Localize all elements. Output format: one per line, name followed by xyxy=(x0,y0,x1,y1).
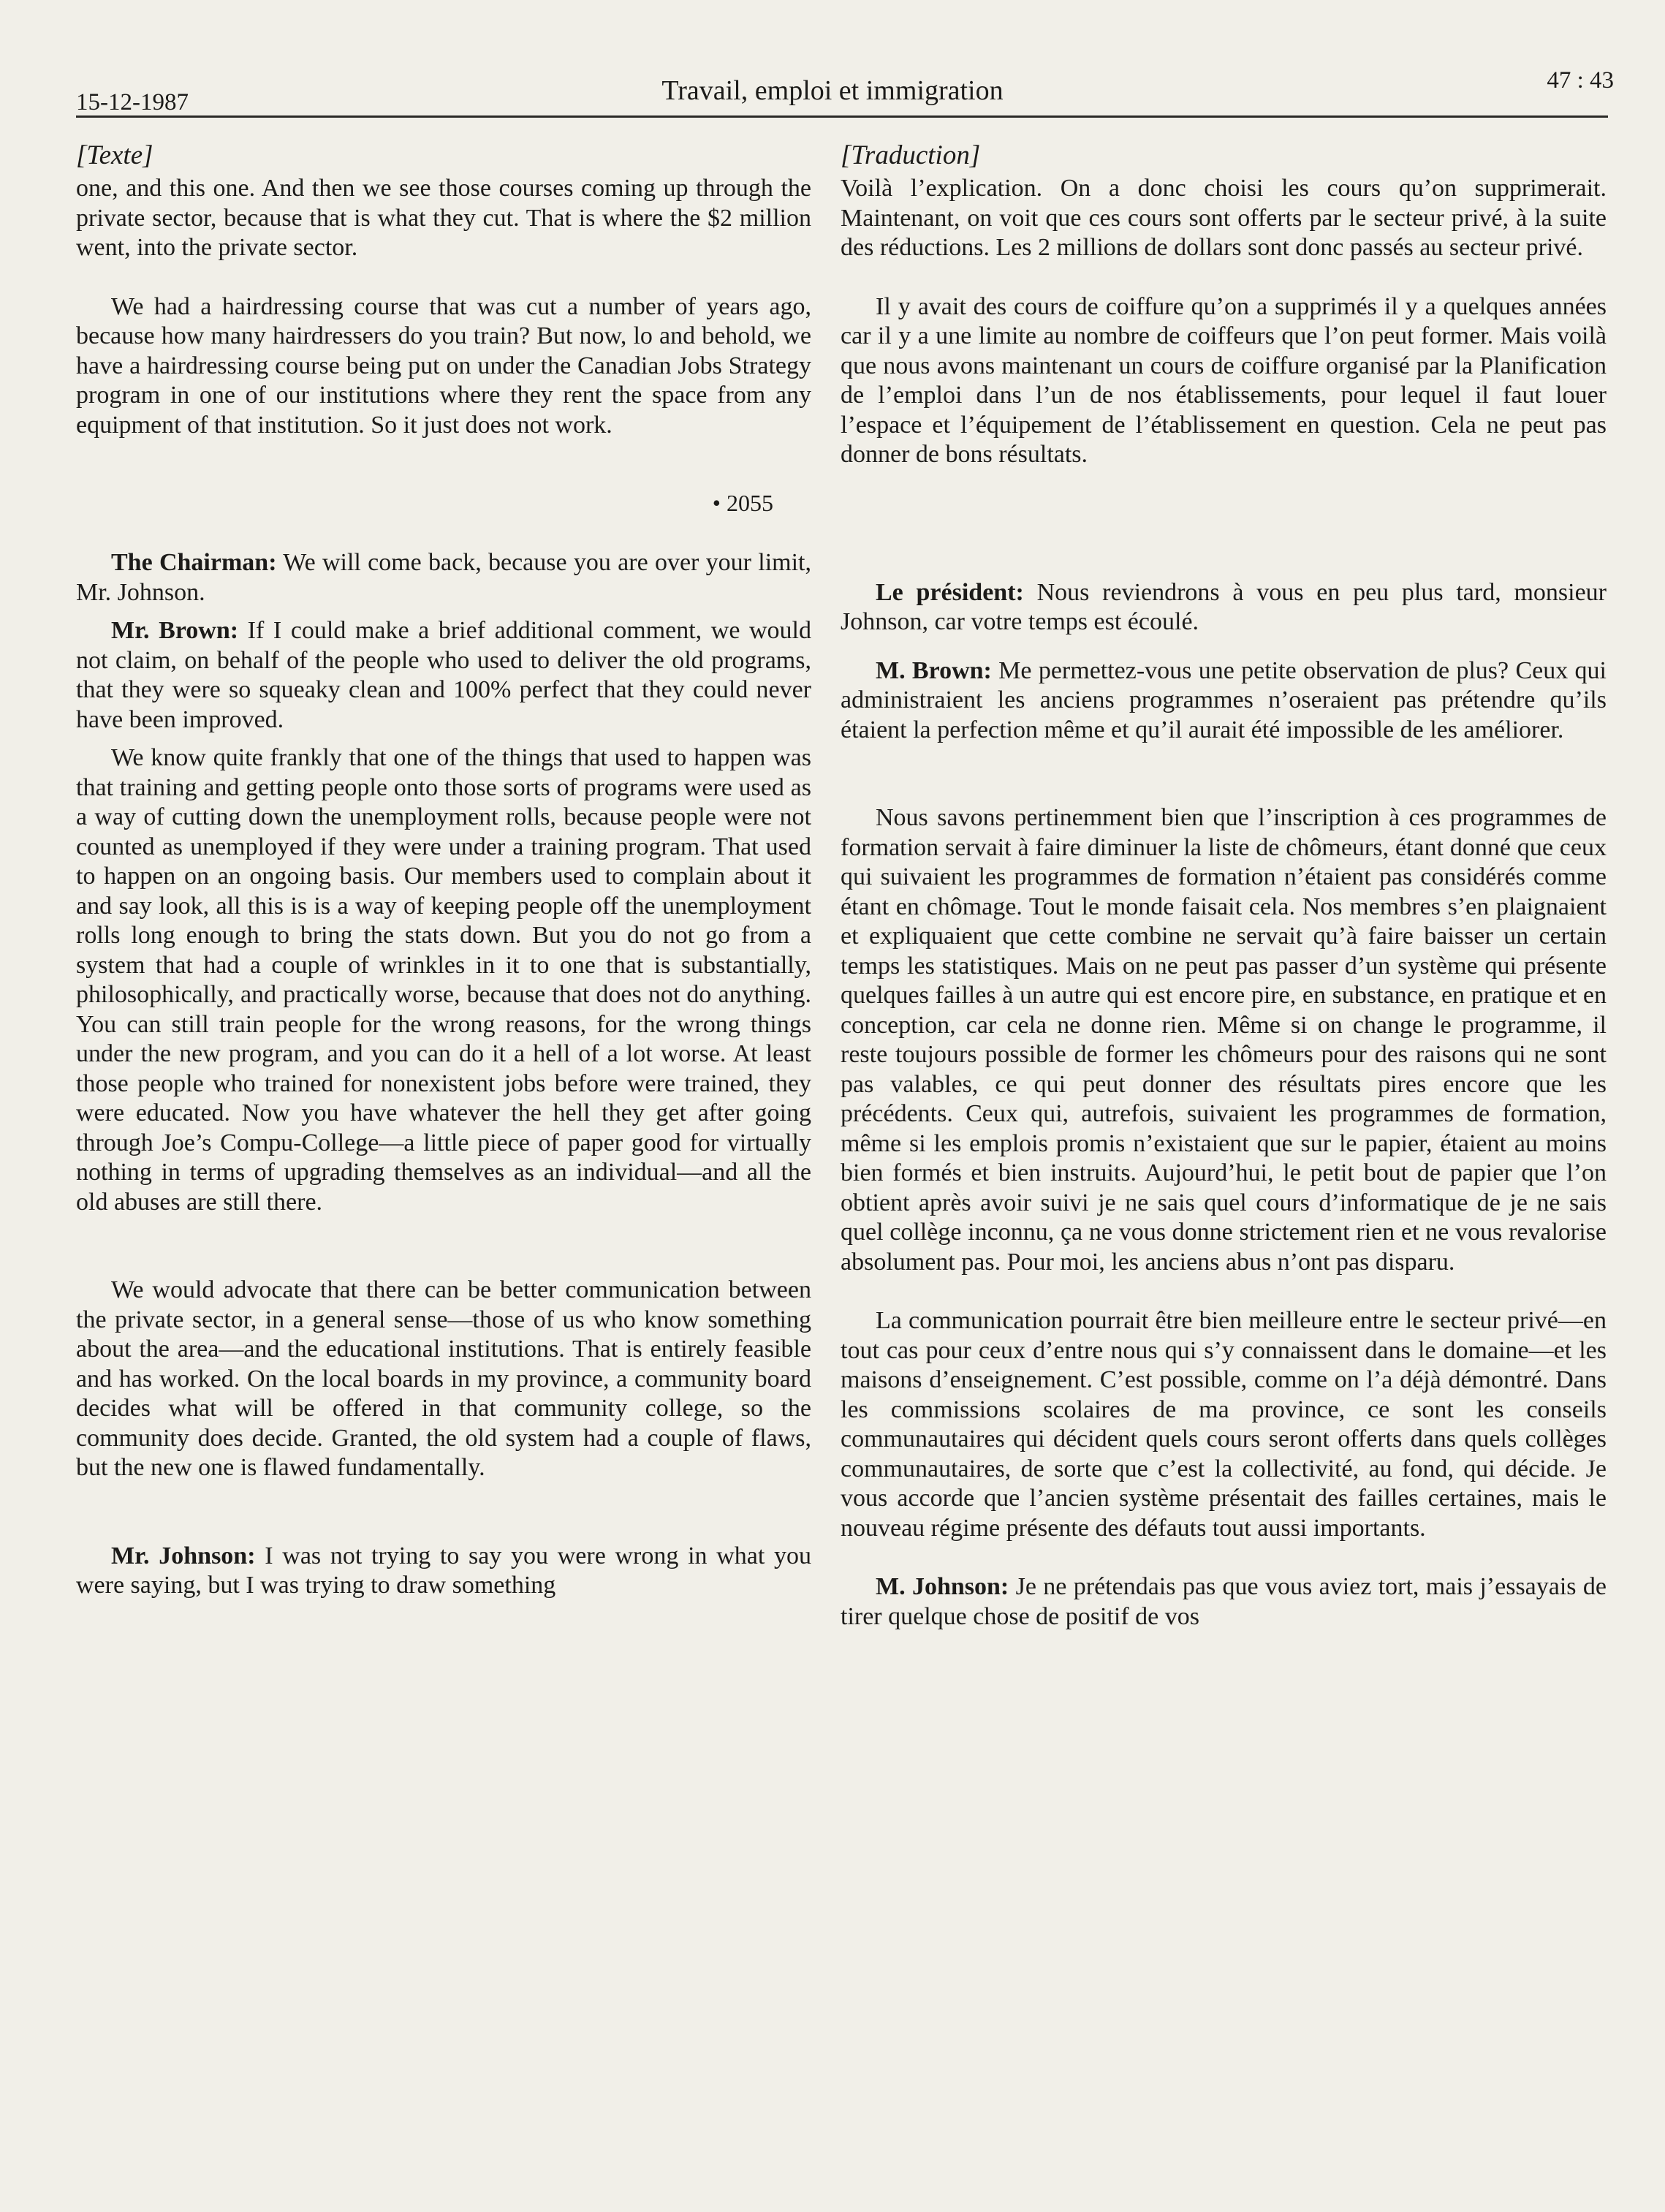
french-paragraph-3 xyxy=(841,578,1607,637)
speaker-name: Le président: xyxy=(876,578,1024,606)
speech-text: We will come back, because you are over your limit, Mr. Johnson. xyxy=(76,549,811,606)
speech-text: Nous reviendrons à vous en peu plus tard, monsieur Johnson, car votre temps est écoulé. xyxy=(841,578,1607,635)
english-paragraph-2: We had a hairdressing course that was cut a number of years ago, because how many hairdressers do you train? But now, lo and behold, we have a hairdressing course being put on under the Canadian Jobs Strategy program in one of our institutions where they rent the space from any equipment of that institution. So it just does not work. xyxy=(76,292,811,439)
header-page-number: 47 : 43 xyxy=(1547,67,1614,94)
speech-text: Me permettez-vous une petite observation de plus? Ceux qui administraient les anciens programmes n’oseraient pas prétendre qu’ils étaient la perfection même et qu’il aurait été impossible de les améliorer. xyxy=(841,656,1607,743)
speech-text: Je ne prétendais pas que vous aviez tort, mais j’essayais de tirer quelque chose de positif de vos xyxy=(841,1573,1607,1630)
speaker-name: The Chairman: xyxy=(111,549,277,576)
english-paragraph-1: one, and this one. And then we see those courses coming up through the private sector, because that is what they cut. That is where the $2 million went, into the private sector. xyxy=(76,175,811,261)
time-marker: • 2055 xyxy=(712,490,773,516)
speech-text: If I could make a brief additional comment, we would not claim, on behalf of the people who used to deliver the old programs, that they were so squeaky clean and 100% perfect that they could never have been improved. xyxy=(76,617,811,733)
speaker-name: Mr. Johnson: xyxy=(111,1542,256,1569)
french-column-label: [Traduction] xyxy=(841,140,981,170)
french-paragraph-1: Voilà l’explication. On a donc choisi les cours qu’on supprimerait. Maintenant, on voit que ces cours sont offerts par le secteur privé, à la suite des réductions. Les 2 millions de dollars sont donc passés au secteur privé. xyxy=(841,175,1607,261)
english-paragraph-4 xyxy=(76,616,811,735)
french-paragraph-5: Nous savons pertinemment bien que l’inscription à ces programmes de formation servait à faire diminuer la liste de chômeurs, étant donné que ceux qui suivaient les programmes de formation n’étaient pas considérés comme étant en chômage. Tout le monde faisait cela. Nos membres s’en plaignaient et expliquaient que cette combine ne servait qu’à faire baisser un certain temps les statistiques. Mais on ne peut pas passer d’un système qui présente quelques failles à un autre qui est encore pire, en substance, en pratique et en conception, car cela ne donne rien. Même si on change le programme, il reste toujours possible de former les chômeurs pour des raisons qui ne sont pas valables, ce qui peut donner des résultats pires encore que les précédents. Ceux qui, autrefois, suivaient les programmes de formation, même si les emplois promis n’existaient que sur le papier, étaient au moins bien formés et bien instruits. Aujourd’hui, le petit bout de papier que l’on obtient après avoir suivi je ne sais quel cours d’informatique de je ne sais quel collège inconnu, ça ne vous donne strictement rien et ne vous revalorise absolument pas. Pour moi, les anciens abus n’ont pas disparu. xyxy=(841,804,1607,1276)
french-paragraph-4 xyxy=(841,656,1607,746)
french-paragraph-6: La communication pourrait être bien meilleure entre le secteur privé—en tout cas pour ceux d’entre nous qui s’y connaissent dans le domaine—et les maisons d’enseignement. C’est possible, comme on l’a déjà démontré. Dans les commissions scolaires de ma province, ce sont les conseils communautaires qui décident quels cours seront offerts dans quels collèges communautaires, de sorte que c’est la collectivité, au fond, qui décide. Je vous accorde que l’ancien système présentait des failles certaines, mais le nouveau régime présente des défauts tout aussi importants. xyxy=(841,1307,1607,1542)
english-column-label: [Texte] xyxy=(76,140,153,170)
english-paragraph-7 xyxy=(76,1542,811,1601)
english-paragraph-6: We would advocate that there can be better communication between the private sector, in a general sense—those of us who know something about the area—and the educational institutions. That is entirely feasible and has worked. On the local boards in my province, a community board decides what will be offered in that community college, so the community does decide. Granted, the old system had a couple of flaws, but the new one is flawed fundamentally. xyxy=(76,1276,811,1481)
speaker-name: Mr. Brown: xyxy=(111,617,239,644)
french-column xyxy=(841,139,1607,1632)
english-paragraph-5: We know quite frankly that one of the things that used to happen was that training and getting people onto those sorts of programs were used as a way of cutting down the unemployment rolls, because people were not counted as unemployed if they were under a training program. That used to happen on an ongoing basis. Our members used to complain about it and say look, all this is is a way of keeping people off the unemployment rolls long enough to bring the stats down. But you do not go from a system that had a couple of wrinkles in it to one that is substantially, philosophically, and practically worse, because that does not do anything. You can still train people for the wrong reasons, for the wrong things under the new program, and you can do it a hell of a lot worse. At least those people who trained for nonexistent jobs before were trained, they were educated. Now you have whatever the hell they get after going through Joe’s Compu-College—a little piece of paper good for virtually nothing in terms of upgrading themselves as an individual—and all the old abuses are still there. xyxy=(76,744,811,1216)
speech-text: I was not trying to say you were wrong in what you were saying, but I was trying to draw something xyxy=(76,1542,811,1599)
english-column xyxy=(76,139,811,1601)
english-paragraph-3 xyxy=(76,548,811,607)
header-title: Travail, emploi et immigration xyxy=(661,75,1004,106)
page-header xyxy=(0,0,1665,124)
header-date: 15-12-1987 xyxy=(76,89,189,115)
speaker-name: M. Johnson: xyxy=(876,1573,1009,1600)
header-rule xyxy=(76,115,1608,118)
french-paragraph-2: Il y avait des cours de coiffure qu’on a supprimés il y a quelques années car il y a une limite au nombre de coiffeurs que l’on peut former. Mais voilà que nous avons maintenant un cours de coiffure organisé par la Planification de l’emploi dans l’un de nos établissements, pour lequel il faut louer l’espace et l’équipement de l’établissement en question. Cela ne peut pas donner de bons résultats. xyxy=(841,292,1607,468)
french-paragraph-7 xyxy=(841,1572,1607,1632)
speaker-name: M. Brown: xyxy=(876,656,992,684)
